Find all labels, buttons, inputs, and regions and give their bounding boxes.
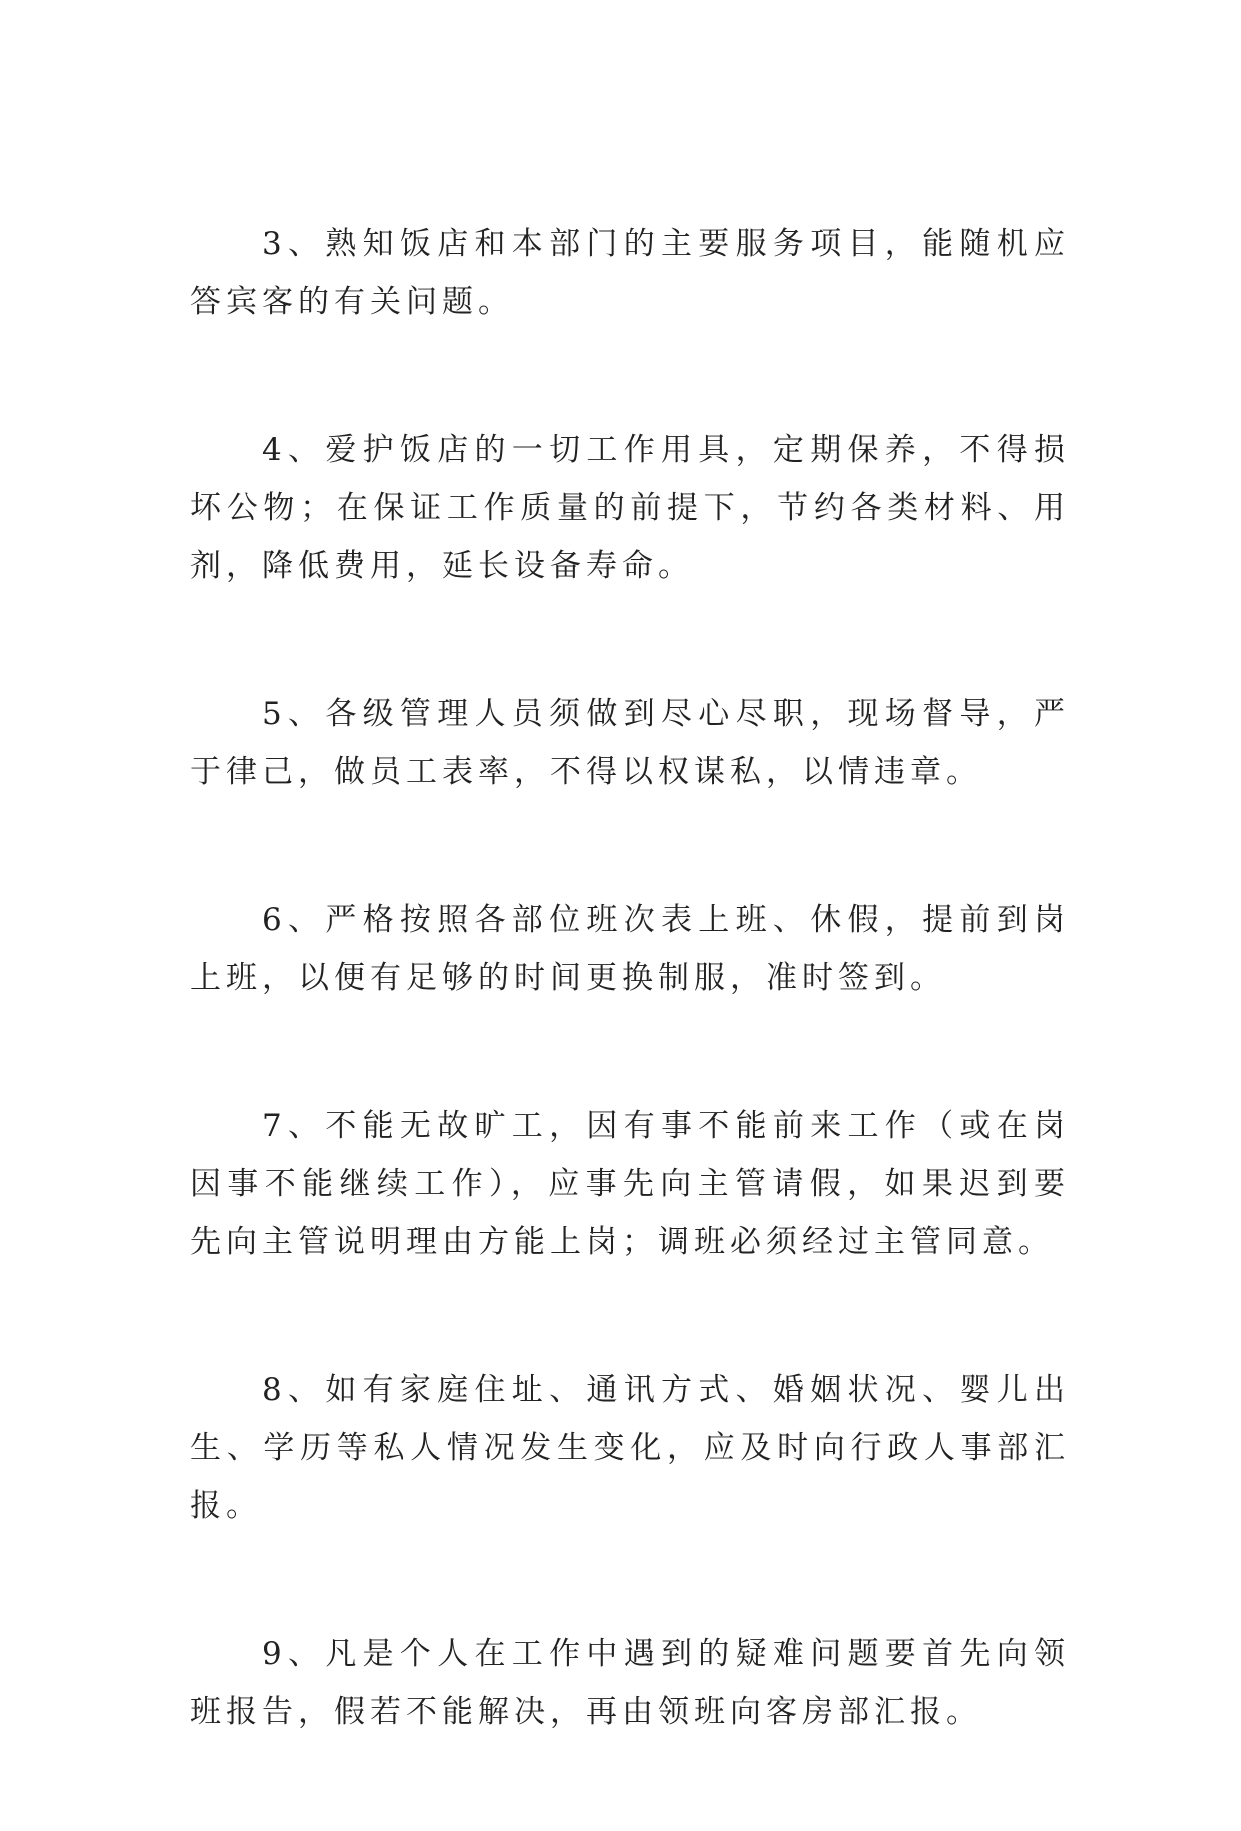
paragraph-rule-6: 6、严格按照各部位班次表上班、休假，提前到岗上班，以便有足够的时间更换制服，准时签到。 [190, 902, 1070, 996]
paragraph-rule-9: 9、凡是个人在工作中遇到的疑难问题要首先向领班报告，假若不能解决，再由领班向客房部汇报。 [190, 1636, 1070, 1730]
paragraph-rule-8: 8、如有家庭住址、通讯方式、婚姻状况、婴儿出生、学历等私人情况发生变化，应及时向行政人事部汇报。 [190, 1372, 1070, 1524]
paragraph-rule-3: 3、熟知饭店和本部门的主要服务项目，能随机应答宾客的有关问题。 [190, 226, 1070, 320]
paragraph-rule-5: 5、各级管理人员须做到尽心尽职，现场督导，严于律己，做员工表率，不得以权谋私，以情违章。 [190, 696, 1070, 790]
paragraph-rule-4: 4、爱护饭店的一切工作用具，定期保养，不得损坏公物；在保证工作质量的前提下，节约各类材料、用剂，降低费用，延长设备寿命。 [190, 432, 1070, 584]
paragraph-rule-7: 7、不能无故旷工，因有事不能前来工作（或在岗因事不能继续工作），应事先向主管请假，如果迟到要先向主管说明理由方能上岗；调班必须经过主管同意。 [190, 1108, 1070, 1260]
document-body [190, 215, 1070, 1831]
